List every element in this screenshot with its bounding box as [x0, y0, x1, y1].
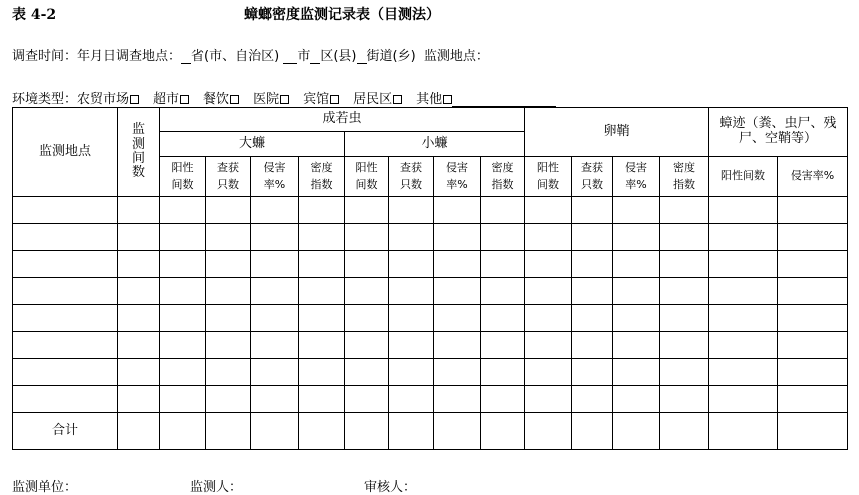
header-large: 大蠊 [160, 132, 345, 157]
survey-place-label: 调查地点： [116, 49, 182, 64]
env-supermarket: 超市 [153, 92, 203, 107]
env-other-checkbox[interactable] [443, 95, 452, 104]
env-hotel: 宾馆 [303, 92, 353, 107]
district-blank[interactable] [310, 49, 320, 64]
header-site: 监测地点 [13, 108, 118, 197]
monitor-site-label: 监测地点： [423, 49, 489, 64]
survey-time-label: 调查时间：年月日 [12, 49, 117, 64]
footer-reviewer: 审核人： [364, 480, 417, 495]
footer-person: 监测人： [190, 480, 243, 495]
table-number: 表 4-2 [12, 7, 57, 23]
city-label: 市 [297, 49, 311, 64]
street-blank[interactable] [357, 49, 367, 64]
total-label: 合计 [13, 413, 118, 450]
env-supermarket-checkbox[interactable] [180, 95, 189, 104]
header-trace: 蟑迹（粪、虫尸、残尸、空鞘等） [709, 108, 848, 157]
table-row [13, 305, 848, 332]
sub-small-infest: 侵害率% [434, 157, 481, 197]
environment-line [12, 88, 556, 107]
footer-unit: 监测单位： [12, 480, 78, 495]
env-residential-checkbox[interactable] [393, 95, 402, 104]
sub-small-density: 密度指数 [481, 157, 525, 197]
title-row [12, 4, 852, 26]
district-label: 区(县) [320, 49, 357, 64]
table-row [13, 224, 848, 251]
table-row [13, 359, 848, 386]
sub-large-caught: 查获只数 [206, 157, 251, 197]
street-label: 街道(乡) [366, 49, 416, 64]
total-row [13, 413, 848, 450]
sub-large-infest: 侵害率% [251, 157, 299, 197]
sub-small-caught: 查获只数 [389, 157, 434, 197]
env-market-checkbox[interactable] [130, 95, 139, 104]
province-blank[interactable] [181, 49, 191, 64]
header-egg: 卵鞘 [525, 108, 709, 157]
sub-large-positive: 阳性间数 [160, 157, 206, 197]
env-hotel-checkbox[interactable] [330, 95, 339, 104]
survey-info-line [12, 45, 489, 64]
env-other-blank[interactable] [452, 92, 556, 107]
sub-egg-density: 密度指数 [660, 157, 709, 197]
env-other: 其他 [416, 92, 556, 107]
environment-label: 环境类型： [12, 92, 78, 107]
table-row [13, 251, 848, 278]
table-row [13, 197, 848, 224]
env-residential: 居民区 [353, 92, 416, 107]
table-row [13, 332, 848, 359]
env-restaurant: 餐饮 [203, 92, 253, 107]
env-restaurant-checkbox[interactable] [230, 95, 239, 104]
form-title: 蟑螂密度监测记录表（目测法） [244, 7, 440, 23]
env-hospital: 医院 [253, 92, 303, 107]
sub-small-positive: 阳性间数 [345, 157, 389, 197]
sub-egg-infest: 侵害率% [613, 157, 660, 197]
city-blank[interactable] [283, 49, 297, 64]
env-hospital-checkbox[interactable] [280, 95, 289, 104]
sub-egg-positive: 阳性间数 [525, 157, 572, 197]
record-table [12, 107, 848, 450]
table-row [13, 278, 848, 305]
header-count: 监测间数 [118, 108, 160, 197]
table-row [13, 386, 848, 413]
sub-egg-caught: 查获只数 [572, 157, 613, 197]
header-small: 小蠊 [345, 132, 525, 157]
env-market: 农贸市场 [77, 92, 153, 107]
sub-trace-infest: 侵害率% [778, 157, 848, 197]
province-label: 省(市、自治区) [191, 49, 280, 64]
sub-trace-positive: 阳性间数 [709, 157, 778, 197]
header-adult: 成若虫 [160, 108, 525, 132]
sub-large-density: 密度指数 [299, 157, 345, 197]
